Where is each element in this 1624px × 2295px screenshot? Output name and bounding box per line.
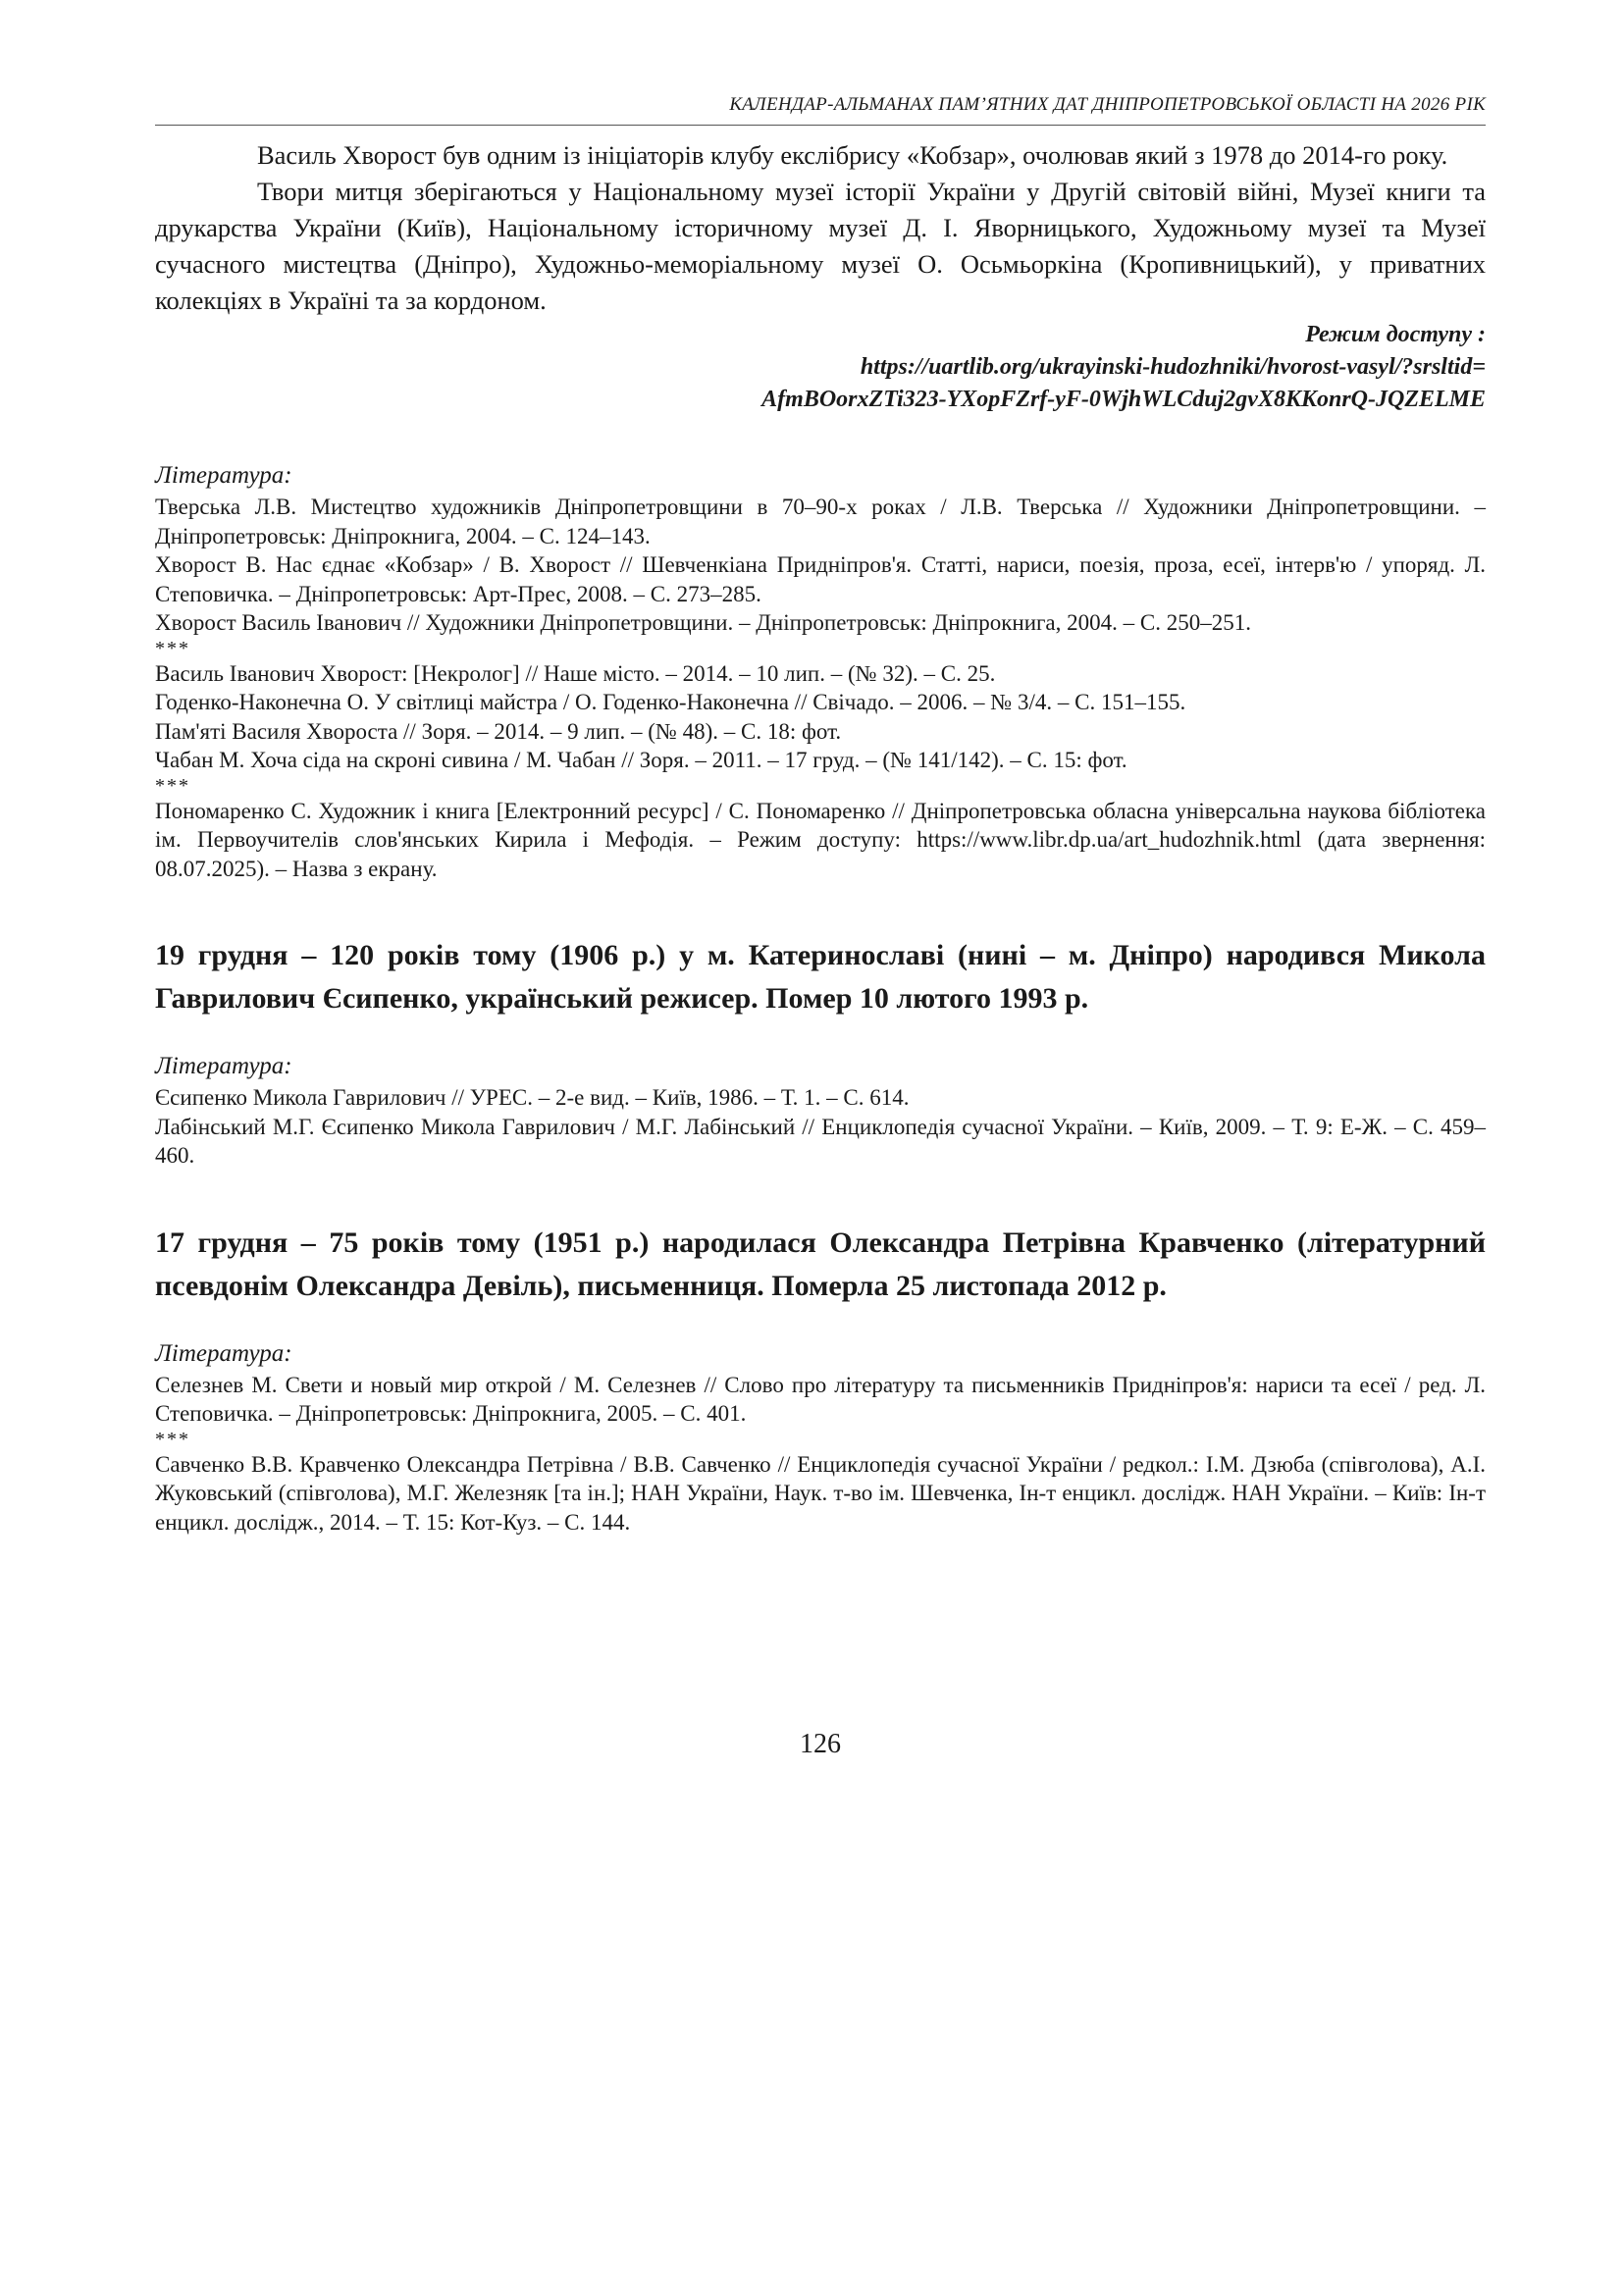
intro-paragraph-2: Твори митця зберігаються у Національному музеї історії України у Другій світовій війні, Музеї книги та друкарства України (Київ), Національному історичному музеї Д. І. Яворницького, Художньому музеї та Музеї сучасного мистецтва (Дніпро), Художньо-меморіальному музеї О. Осьмьоркіна (Кропивницький), у приватних колекціях в Україні та за кордоном. [155,177,1486,315]
access-block [155,319,1486,416]
separator-stars: *** [155,774,190,797]
event-heading: 17 грудня – 75 років тому (1951 р.) народилася Олександра Петрівна Кравченко (літературний псевдонім Олександра Девіль), письменниця. Померла 25 листопада 2012 р. [155,1226,1486,1302]
reference-item: Лабінський М.Г. Єсипенко Микола Гаврилович / М.Г. Лабінський // Енциклопедія сучасної України. – Київ, 2009. – Т. 9: Е-Ж. – С. 459–460. [155,1114,1486,1168]
reference-item: Пономаренко С. Художник і книга [Електронний ресурс] / С. Пономаренко // Дніпропетровська обласна універсальна наукова бібліотека ім. Первоучителів слов'янських Кирила і Мефодія. – Режим доступу: https://www.libr.dp.ua/art_hudozhnik.html (дата звернення: 08.07.2025). – Назва з екрану. [155,798,1486,881]
separator-stars: *** [155,1428,190,1450]
literature-heading: Література: [155,1053,292,1079]
access-url-line-1[interactable]: https://uartlib.org/ukrayinski-hudozhniki/hvorost-vasyl/?srsltid= [860,354,1486,380]
reference-item: Селезнев М. Свети и новый мир открой / М. Селезнев // Слово про літературу та письменників Придніпров'я: нариси та есеї / ред. Л. Степовичка. – Дніпропетровськ: Дніпрокнига, 2005. – С. 401. [155,1372,1486,1426]
literature-list [155,1083,1486,1171]
intro-paragraph-1: Василь Хворост був одним із ініціаторів клубу екслібрису «Кобзар», очолював який з 1978 до 2014-го року. [257,140,1448,170]
reference-item: Єсипенко Микола Гаврилович // УРЕС. – 2-е вид. – Київ, 1986. – Т. 1. – С. 614. [155,1085,910,1110]
reference-item: Годенко-Наконечна О. У світлиці майстра / О. Годенко-Наконечна // Свічадо. – 2006. – № 3/4. – С. 151–155. [155,690,1186,714]
reference-item: Хворост Василь Іванович // Художники Дніпропетровщини. – Дніпропетровськ: Дніпрокнига, 2004. – С. 250–251. [155,610,1251,635]
page-number: 126 [800,1729,841,1759]
literature-heading: Література: [155,462,292,489]
reference-item: Савченко В.В. Кравченко Олександра Петрівна / В.В. Савченко // Енциклопедія сучасної України / редкол.: І.М. Дзюба (співголова), А.І. Жуковський (співголова), М.Г. Железняк [та ін.]; НАН України, Наук. т-во ім. Шевченка, Ін-т енцикл. дослідж. НАН України. – Київ: Ін-т енцикл. дослідж., 2014. – Т. 15: Кот-Куз. – С. 144. [155,1451,1486,1535]
event-heading: 19 грудня – 120 років тому (1906 р.) у м. Катеринославі (нині – м. Дніпро) народився Микола Гаврилович Єсипенко, український режисер. Помер 10 лютого 1993 р. [155,939,1486,1015]
reference-item: Хворост В. Нас єднає «Кобзар» / В. Хворост // Шевченкіана Придніпров'я. Статті, нариси, поезія, проза, есеї, інтерв'ю / упоряд. Л. Степовичка. – Дніпропетровськ: Арт-Прес, 2008. – С. 273–285. [155,552,1486,606]
separator-stars: *** [155,637,190,659]
reference-item: Чабан М. Хоча сіда на скроні сивина / М. Чабан // Зоря. – 2011. – 17 груд. – (№ 141/142). – С. 15: фот. [155,748,1127,772]
reference-item: Пам'яті Василя Хвороста // Зоря. – 2014. – 9 лип. – (№ 48). – С. 18: фот. [155,718,842,744]
literature-heading: Література: [155,1339,292,1367]
reference-item: Тверська Л.В. Мистецтво художників Дніпропетровщини в 70–90-х роках / Л.В. Тверська // Художники Дніпропетровщини. – Дніпропетровськ: Дніпрокнига, 2004. – С. 124–143. [155,495,1486,548]
access-url-line-2[interactable]: AfmBOorxZTi323-YXopFZrf-yF-0WjhWLCduj2gvX8KKonrQ-JQZELME [761,387,1486,412]
literature-list [155,1371,1486,1538]
access-label: Режим доступу : [1305,322,1486,347]
running-header: КАЛЕНДАР-АЛЬМАНАХ ПАМ’ЯТНИХ ДАТ ДНІПРОПЕТРОВСЬКОЇ ОБЛАСТІ НА 2026 РІК [155,94,1486,116]
literature-list [155,493,1486,883]
reference-item: Василь Іванович Хворост: [Некролог] // Наше місто. – 2014. – 10 лип. – (№ 32). – С. 25. [155,660,996,686]
body-text [155,137,1486,1537]
